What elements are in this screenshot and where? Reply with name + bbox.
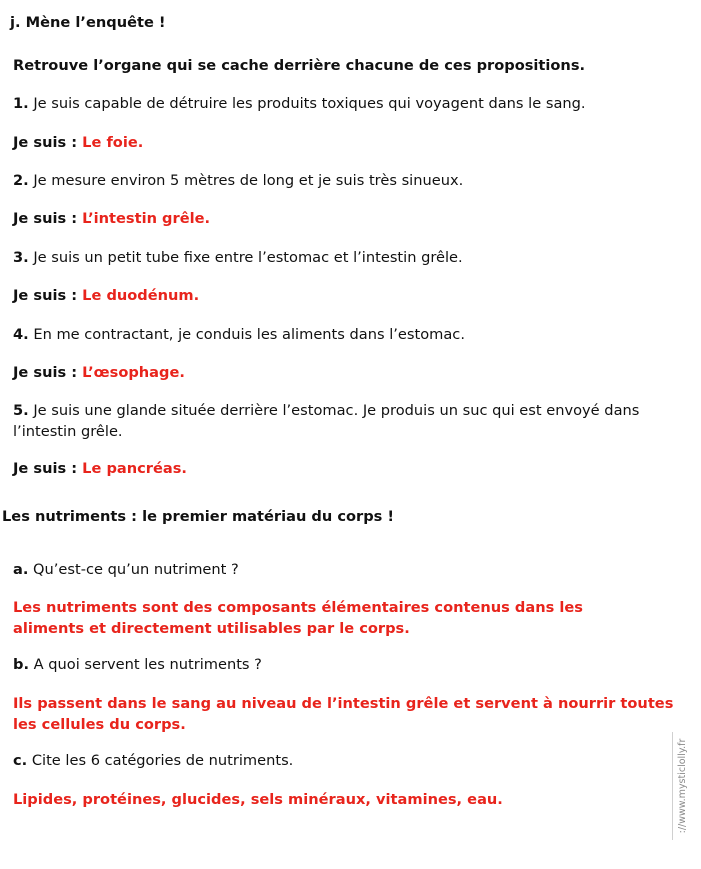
answer-text: Le pancréas. [82,460,187,477]
answer-text: L’œsophage. [82,364,185,381]
question-3 [13,247,681,268]
section-title: Les nutriments : le premier matériau du corps ! [2,508,395,525]
question-5 [13,400,653,442]
answer-4 [13,362,681,383]
answer-prefix: Je suis : [13,210,83,227]
question-text: Je mesure environ 5 mètres de long et je suis très sinueux. [28,172,464,189]
answer-1 [13,132,681,153]
question-text: En me contractant, je conduis les aliments dans l’estomac. [28,326,465,343]
question-text: Je suis une glande située derrière l’estomac. Je produis un suc qui est envoyé dans l’intestin grêle. [13,402,640,440]
answer-prefix: Je suis : [13,364,83,381]
watermark [672,732,693,840]
question-text: Cite les 6 catégories de nutriments. [27,752,294,769]
watermark-text: ://www.mysticlolly.fr [677,738,688,834]
answer-b: Ils passent dans le sang au niveau de l’intestin grêle et servent à nourrir toutes les cellules du corps. [13,695,674,733]
answer-text: L’intestin grêle. [82,210,211,227]
question-letter: a. [13,561,29,578]
answer-prefix: Je suis : [13,460,83,477]
answer-c: Lipides, protéines, glucides, sels minéraux, vitamines, eau. [13,791,503,808]
question-text: A quoi servent les nutriments ? [29,656,262,673]
question-letter: c. [13,752,28,769]
question-c [13,750,681,771]
exercise-title: j. Mène l’enquête ! [10,14,166,31]
answer-a: Les nutriments sont des composants élémentaires contenus dans les aliments et directement utilisables par le corps. [13,599,583,637]
question-number: 1. [13,95,29,112]
answer-prefix: Je suis : [13,287,83,304]
answer-text: Le foie. [82,134,144,151]
answer-text: Le duodénum. [82,287,200,304]
question-number: 5. [13,402,29,419]
question-text: Je suis capable de détruire les produits toxiques qui voyagent dans le sang. [28,95,586,112]
question-1 [13,93,681,114]
question-4 [13,324,681,345]
answer-2 [13,208,681,229]
instruction: Retrouve l’organe qui se cache derrière chacune de ces propositions. [13,57,586,74]
answer-prefix: Je suis : [13,134,83,151]
question-number: 4. [13,326,29,343]
question-number: 2. [13,172,29,189]
question-number: 3. [13,249,29,266]
question-a [13,559,681,580]
answer-3 [13,285,681,306]
question-b [13,654,681,675]
question-letter: b. [13,656,29,673]
question-2 [13,170,681,191]
question-text: Je suis un petit tube fixe entre l’estomac et l’intestin grêle. [28,249,463,266]
answer-5 [13,458,681,479]
question-text: Qu’est-ce qu’un nutriment ? [28,561,239,578]
